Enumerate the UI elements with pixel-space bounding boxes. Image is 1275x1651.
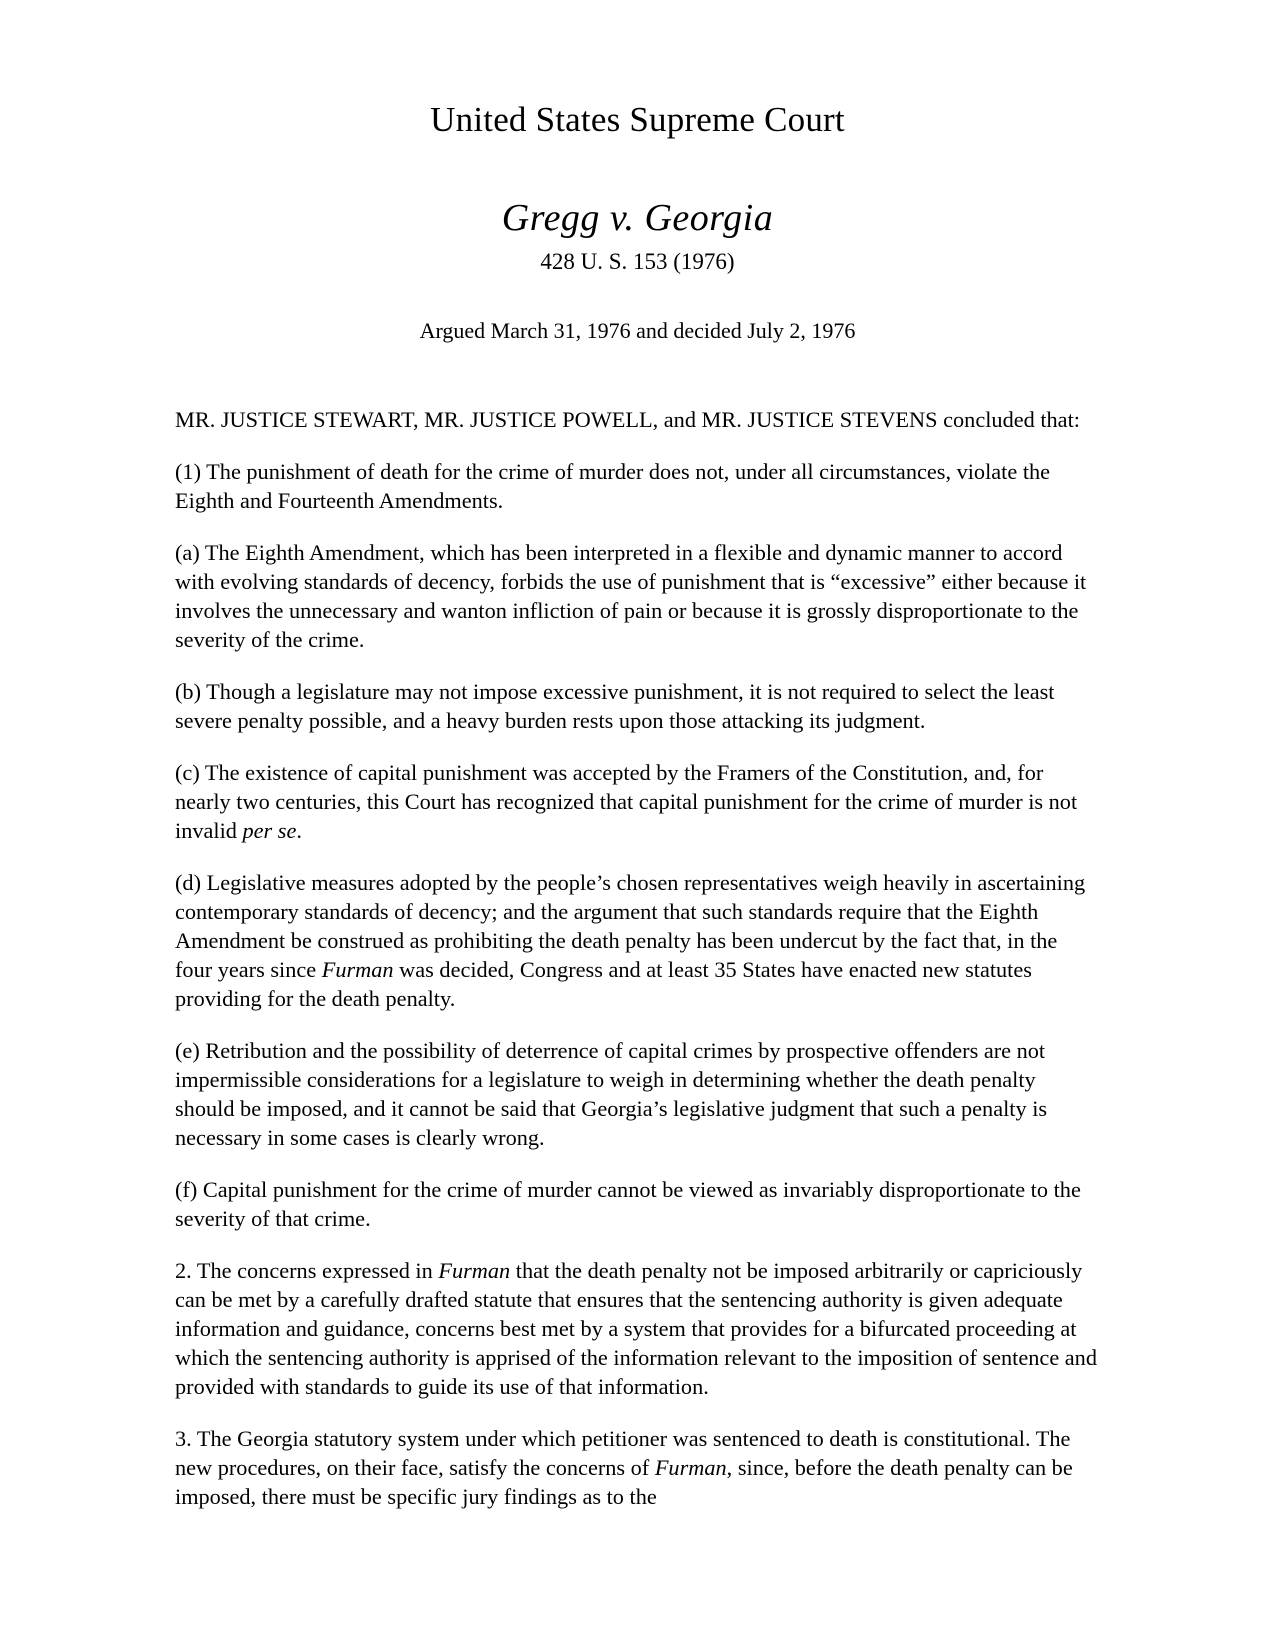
paragraph-para-3 — [175, 1425, 1100, 1512]
text-run: was decided, Congress and at least 35 States have enacted new statutes providing for the death penalty. — [175, 956, 1032, 1011]
paragraph-para-f — [175, 1176, 1100, 1234]
text-run: (a) The Eighth Amendment, which has been interpreted in a flexible and dynamic manner to accord with evolving standards of decency, forbids the use of punishment that is “excessive” either because it involves the unnecessary and wanton infliction of pain or because it is grossly disproportionate to the severity of the crime. — [175, 539, 1087, 652]
text-run: (f) Capital punishment for the crime of murder cannot be viewed as invariably disproportionate to the severity of that crime. — [175, 1176, 1081, 1231]
text-run: 3. The Georgia statutory system under which petitioner was sentenced to death is constitutional. The new procedures, on their face, satisfy the concerns of — [175, 1425, 1071, 1480]
italic-case-reference: per se — [242, 817, 297, 843]
case-title-heading: Gregg v. Georgia — [501, 197, 774, 240]
text-run: (1) The punishment of death for the crime of murder does not, under all circumstances, violate the Eighth and Fourteenth Amendments. — [175, 459, 1051, 513]
paragraph-para-a — [175, 539, 1100, 655]
opinion-body — [175, 344, 1100, 1512]
text-run: MR. JUSTICE STEWART, MR. JUSTICE POWELL, and MR. JUSTICE STEVENS concluded that: — [175, 407, 1080, 433]
paragraph-para-b — [175, 678, 1100, 736]
text-run: (d) Legislative measures adopted by the people’s chosen representatives weigh heavily in ascertaining contemporary standards of decency; and the argument that such standards require that the Eighth Amendment be construed as prohibiting the death penalty has been undercut by the fact that, in the four years since — [175, 869, 1086, 982]
italic-case-reference: Furman — [654, 1454, 727, 1480]
text-run: . — [296, 817, 302, 843]
paragraph-para-1 — [175, 458, 1100, 516]
text-run: (c) The existence of capital punishment was accepted by the Framers of the Constitution, and, for nearly two centuries, this Court has recognized that capital punishment for the crime of murder is not invalid — [175, 759, 1078, 843]
text-run: , since, before the death penalty can be imposed, there must be specific jury findings as to the — [175, 1454, 1073, 1509]
argued-decided-line: Argued March 31, 1976 and decided July 2, 1976 — [419, 317, 856, 343]
text-run: (b) Though a legislature may not impose excessive punishment, it is not required to select the least severe penalty possible, and a heavy burden rests upon those attacking its judgment. — [175, 678, 1055, 733]
text-run: that the death penalty not be imposed arbitrarily or capriciously can be met by a carefully drafted statute that ensures that the sentencing authority is given adequate information and guidance, concerns best met by a system that provides for a bifurcated proceeding at which the sentencing authority is apprised of the information relevant to the imposition of sentence and provided with standards to guide its use of that information. — [175, 1257, 1097, 1399]
paragraph-para-c — [175, 759, 1100, 846]
paragraph-para-2 — [175, 1257, 1100, 1402]
italic-case-reference: Furman — [321, 956, 394, 982]
text-run: (e) Retribution and the possibility of deterrence of capital crimes by prospective offenders are not impermissible considerations for a legislature to weigh in determining whether the death penalty should be imposed, and it cannot be said that Georgia’s legislative judgment that such a penalty is necessary in some cases is clearly wrong. — [175, 1037, 1048, 1150]
case-citation: 428 U. S. 153 (1976) — [540, 249, 735, 275]
paragraph-attribution — [175, 406, 1100, 435]
paragraph-para-d — [175, 869, 1100, 1014]
text-run: 2. The concerns expressed in — [175, 1257, 439, 1283]
paragraph-para-e — [175, 1037, 1100, 1153]
italic-case-reference: Furman — [438, 1257, 511, 1283]
document-content-column — [175, 0, 1100, 1512]
court-name-heading: United States Supreme Court — [430, 100, 845, 139]
